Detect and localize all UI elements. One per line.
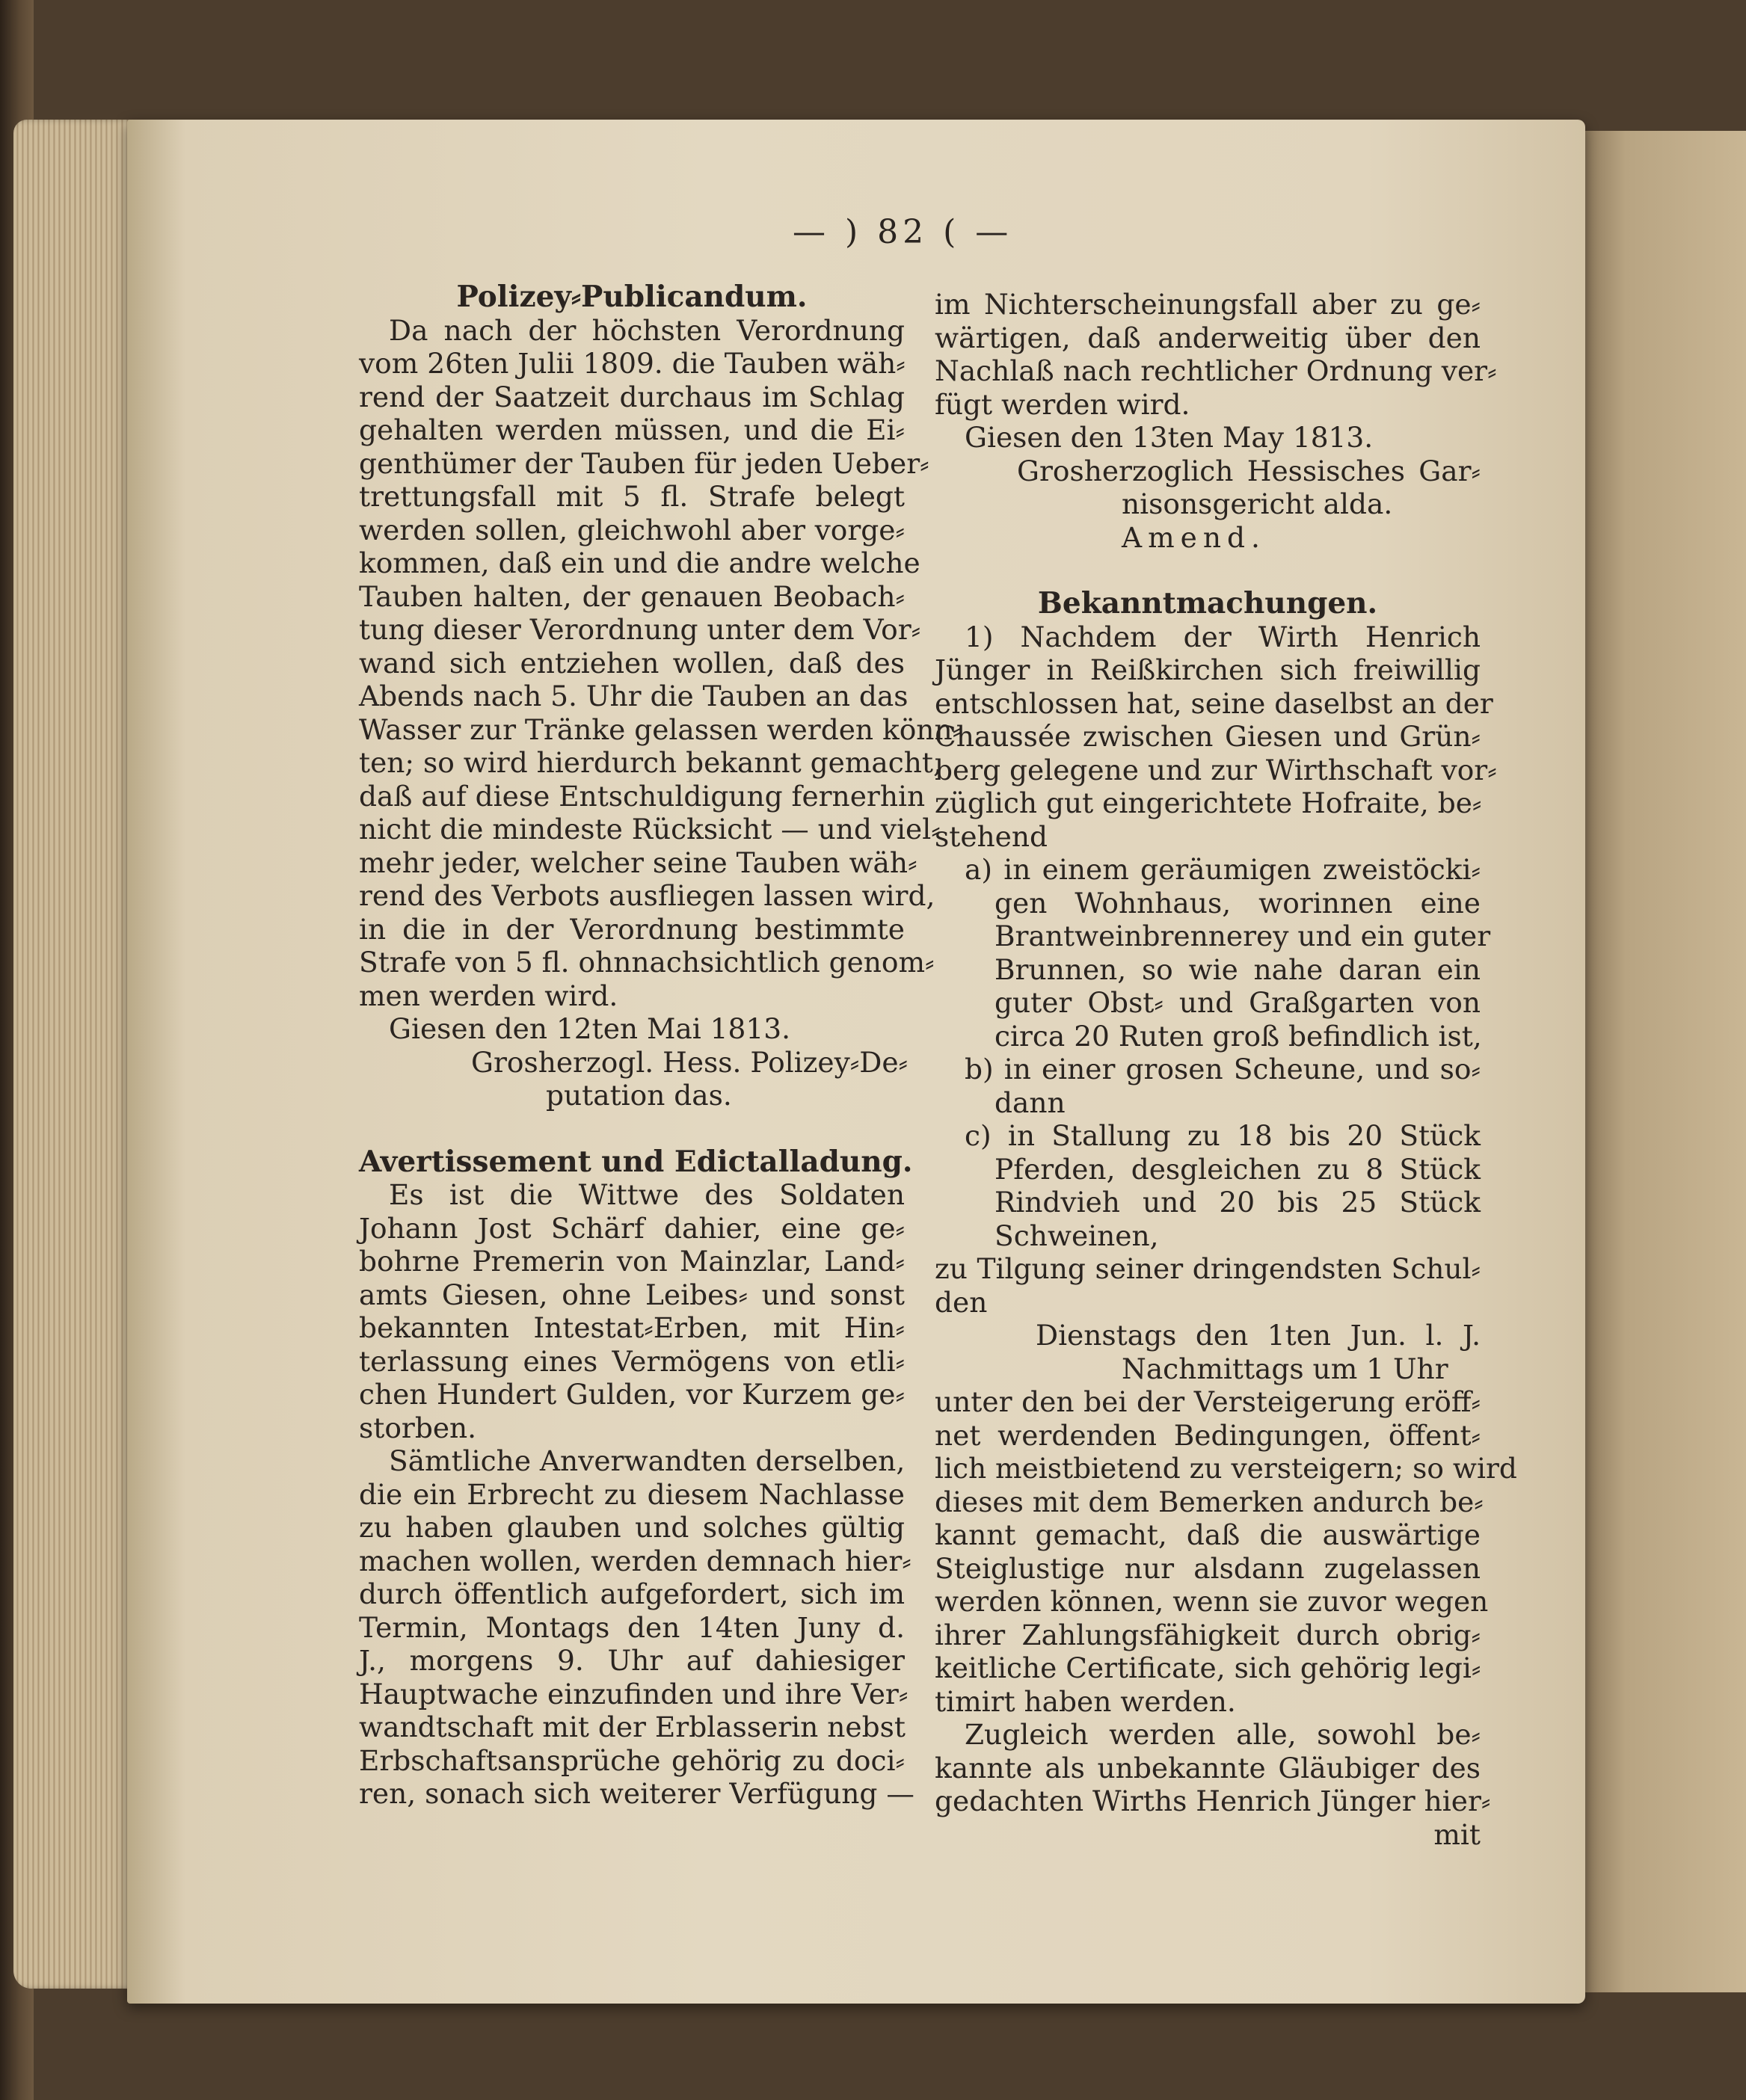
adjacent-page-edge (1585, 131, 1746, 1992)
text-line: Giesen den 13ten May 1813. (965, 421, 1374, 454)
text-line: Strafe von 5 fl. ohnnachsichtlich genom⸗ (359, 946, 935, 979)
text-line: durch öffentlich aufgefordert, sich im (359, 1577, 905, 1610)
text-line: keitliche Certificate, sich gehörig legi⸗ (935, 1651, 1481, 1684)
text-line: Termin, Montags den 14ten Juny d. (359, 1610, 905, 1644)
text-line: 1) Nachdem der Wirth Henrich (965, 620, 1481, 653)
section-heading: Avertissement und Edictalladung. (359, 1144, 913, 1179)
text-line: ihrer Zahlungsfähigkeit durch obrig⸗ (935, 1618, 1481, 1651)
text-line: Wasser zur Tränke gelassen werden könn⸗ (359, 712, 962, 746)
text-line: Grosherzogl. Hess. Polizey⸗De⸗ (471, 1045, 909, 1079)
text-line: Da nach der höchsten Verordnung (389, 313, 905, 347)
text-line (359, 1112, 905, 1145)
text-line: putation das. (546, 1079, 732, 1112)
text-line: stehend (935, 819, 1048, 853)
text-line (935, 554, 1481, 587)
text-line: amts Giesen, ohne Leibes⸗ und sonst (359, 1278, 905, 1311)
text-line: kommen, daß ein und die andre welche (359, 546, 920, 579)
text-line: c) in Stallung zu 18 bis 20 Stück (965, 1119, 1481, 1152)
text-line: rend des Verbots ausfliegen lassen wird, (359, 879, 935, 912)
text-line: circa 20 Ruten groß befindlich ist, (995, 1019, 1482, 1053)
text-line: zu Tilgung seiner dringendsten Schul⸗ (935, 1252, 1481, 1285)
text-line: terlassung eines Vermögens von etli⸗ (359, 1344, 905, 1378)
text-line: werden sollen, gleichwohl aber vorge⸗ (359, 513, 905, 546)
text-line: Brunnen, so wie nahe daran ein (995, 952, 1481, 986)
text-line: rend der Saatzeit durchaus im Schlag (359, 380, 905, 413)
text-line: b) in einer grosen Scheune, und so⸗ (965, 1053, 1481, 1086)
text-line: zu haben glauben und solches gültig (359, 1511, 905, 1544)
text-line: Erbschaftsansprüche gehörig zu doci⸗ (359, 1743, 905, 1777)
text-line: dann (995, 1086, 1066, 1119)
text-line: tung dieser Verordnung unter dem Vor⸗ (359, 613, 921, 646)
text-line: net werdenden Bedingungen, öffent⸗ (935, 1418, 1481, 1452)
text-line: men werden wird. (359, 979, 618, 1012)
text-line: Chaussée zwischen Giesen und Grün⸗ (935, 720, 1481, 753)
text-line: nicht die mindeste Rücksicht — und viel⸗ (359, 813, 941, 846)
text-line: a) in einem geräumigen zweistöcki⸗ (965, 853, 1481, 886)
text-line: Pferden, desgleichen zu 8 Stück (995, 1152, 1481, 1186)
right-column (935, 288, 1517, 1851)
text-line: Sämtliche Anverwandten derselben, (389, 1444, 906, 1477)
text-line: werden können, wenn sie zuvor wegen (935, 1585, 1489, 1618)
text-line: bohrne Premerin von Mainzlar, Land⸗ (359, 1245, 905, 1278)
text-line: dieses mit dem Bemerken andurch be⸗ (935, 1485, 1484, 1518)
text-line: kannte als unbekannte Gläubiger des (935, 1751, 1481, 1785)
text-line: gen Wohnhaus, worinnen eine (995, 886, 1481, 920)
text-line: timirt haben werden. (935, 1684, 1236, 1718)
text-line: Nachmittags um 1 Uhr (1122, 1352, 1448, 1385)
text-line: genthümer der Tauben für jeden Ueber⸗ (359, 446, 929, 480)
text-line: Giesen den 12ten Mai 1813. (389, 1012, 790, 1045)
text-line: daß auf diese Entschuldigung fernerhin (359, 779, 926, 813)
text-line: ten; so wird hierdurch bekannt gemacht, (359, 746, 942, 779)
text-line: den (935, 1285, 988, 1319)
text-line: die ein Erbrecht zu diesem Nachlasse (359, 1477, 905, 1511)
text-line: mehr jeder, welcher seine Tauben wäh⸗ (359, 846, 917, 879)
text-line: storben. (359, 1411, 477, 1444)
text-line: Rindvieh und 20 bis 25 Stück (995, 1186, 1481, 1219)
text-line: Johann Jost Schärf dahier, eine ge⸗ (359, 1211, 905, 1245)
text-line: wandtschaft mit der Erblasserin nebst (359, 1711, 906, 1743)
text-line: Hauptwache einzufinden und ihre Ver⸗ (359, 1677, 909, 1711)
text-line: Amend. (1122, 520, 1266, 554)
text-line: gedachten Wirths Henrich Jünger hier⸗ (935, 1785, 1491, 1817)
text-line: in die in der Verordnung bestimmte (359, 912, 905, 946)
text-line: im Nichterscheinungsfall aber zu ge⸗ (935, 288, 1481, 321)
text-line: fügt werden wird. (935, 387, 1190, 421)
text-line: kannt gemacht, daß die auswärtige (935, 1518, 1481, 1551)
text-line: Abends nach 5. Uhr die Tauben an das (359, 680, 909, 712)
text-line: Grosherzoglich Hessisches Gar⸗ (1017, 454, 1481, 487)
text-line: Dienstags den 1ten Jun. l. J. (1036, 1319, 1481, 1352)
text-line: chen Hundert Gulden, vor Kurzem ge⸗ (359, 1378, 905, 1411)
text-line: züglich gut eingerichtete Hofraite, be⸗ (935, 786, 1482, 819)
text-line: Tauben halten, der genauen Beobach⸗ (359, 579, 905, 613)
text-line: entschlossen hat, seine daselbst an der (935, 686, 1493, 720)
text-line: trettungsfall mit 5 fl. Strafe belegt (359, 480, 905, 513)
text-line: Nachlaß nach rechtlicher Ordnung ver⸗ (935, 354, 1497, 387)
text-line: lich meistbietend zu versteigern; so wird (935, 1452, 1517, 1485)
text-line: Steiglustige nur alsdann zugelassen (935, 1551, 1481, 1585)
text-line: mit (1433, 1817, 1481, 1851)
text-line: guter Obst⸗ und Graßgarten von (995, 986, 1481, 1019)
text-line: Es ist die Wittwe des Soldaten (389, 1178, 905, 1211)
text-line: bekannten Intestat⸗Erben, mit Hin⸗ (359, 1311, 905, 1344)
section-heading: Polizey⸗Publicandum. (456, 280, 808, 314)
text-line: Brantweinbrennerey und ein guter (995, 920, 1491, 952)
text-line: vom 26ten Julii 1809. die Tauben wäh⸗ (359, 347, 906, 380)
page-stack-edge (13, 120, 141, 1989)
text-line: Schweinen, (995, 1219, 1159, 1252)
text-line: J., morgens 9. Uhr auf dahiesiger (359, 1644, 905, 1677)
left-column (359, 280, 962, 1811)
text-line: machen wollen, werden demnach hier⸗ (359, 1544, 912, 1577)
page-number: — ) 82 ( — (793, 213, 1013, 251)
text-line: wand sich entziehen wollen, daß des (359, 646, 905, 680)
text-line: Zugleich werden alle, sowohl be⸗ (965, 1718, 1481, 1751)
text-line: wärtigen, daß anderweitig über den (935, 321, 1481, 354)
text-line: nisonsgericht alda. (1122, 487, 1393, 520)
text-line: ren, sonach sich weiterer Verfügung — (359, 1777, 915, 1810)
text-line: berg gelegene und zur Wirthschaft vor⸗ (935, 753, 1497, 786)
section-heading: Bekanntmachungen. (1037, 586, 1378, 621)
text-line: Jünger in Reißkirchen sich freiwillig (935, 653, 1481, 686)
text-line: gehalten werden müssen, und die Ei⸗ (359, 413, 905, 446)
text-line: unter den bei der Versteigerung eröff⸗ (935, 1385, 1481, 1418)
